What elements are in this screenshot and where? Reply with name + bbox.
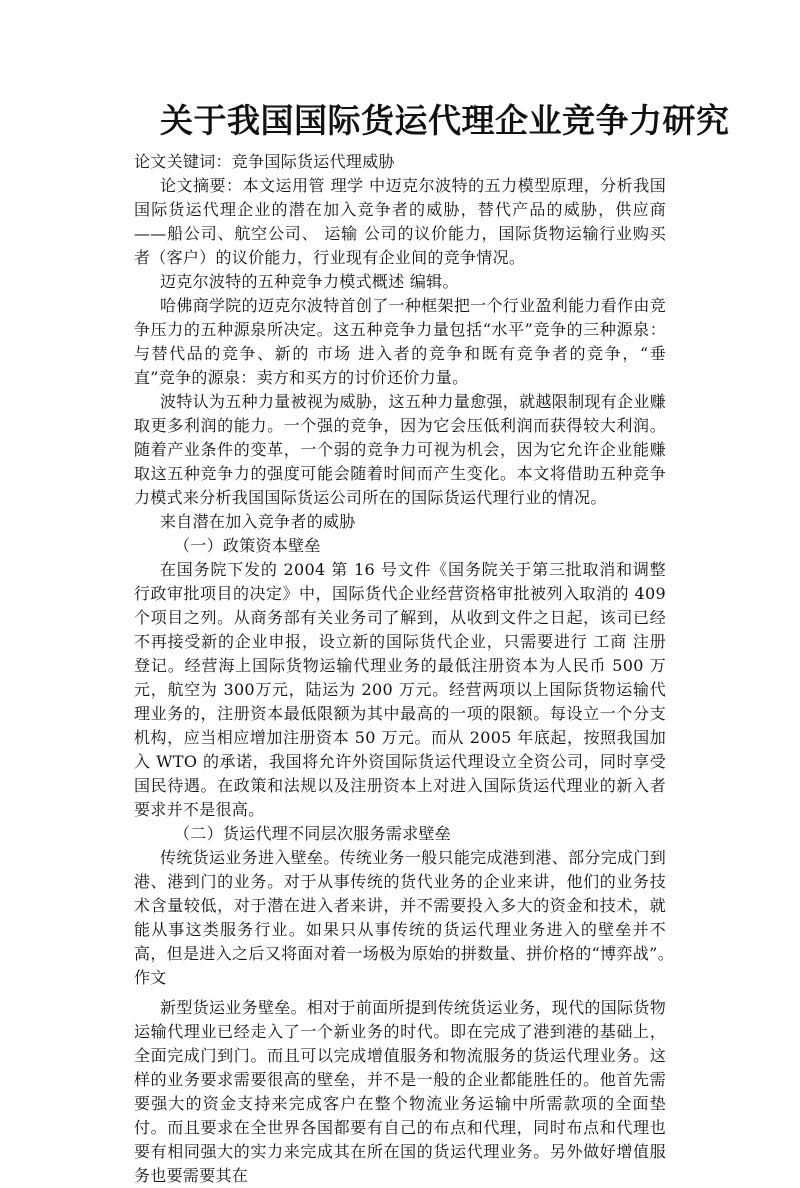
- paragraph: 新型货运业务壁垒。相对于前面所提到传统货运业务，现代的国际货物运输代理业已经走入了一个新业务的时代。即在完成了港到港的基础上，全面完成门到门。而且可以完成增值服务和物流服务的货运代理业务。这样的业务要求需要很高的壁垒，并不是一般的企业都能胜任的。他首先需要强大的资金支持来完成客户在整个物流业务运输中所需款项的全面垫付。而且要求在全世界各国都要有自己的布点和代理，同时布点和代理也要有相同强大的实力来完成其在所在国的货运代理业务。另外做好增值服务也要需要其在: [134, 998, 666, 1185]
- paragraph: （一）政策资本壁垒: [174, 536, 321, 555]
- paragraph: 论文摘要：本文运用管 理学 中迈克尔波特的五力模型原理，分析我国国际货运代理企业的潜在加入竞争者的威胁，替代产品的威胁，供应商——船公司、航空公司、 运输 公司的议价能力，国际货物运输行业购买者（客户）的议价能力，行业现有企业间的竞争情况。: [134, 176, 666, 267]
- paragraph: 迈克尔波特的五种竞争力模式概述 编辑。: [160, 272, 459, 291]
- paragraph: 传统货运业务进入壁垒。传统业务一般只能完成港到港、部分完成门到港、港到门的业务。对于从事传统的货代业务的企业来讲，他们的业务技术含量较低，对于潜在进入者来讲，并不需要投入多大的资金和技术，就能从事这类服务行业。如果只从事传统的货运代理业务进入的壁垒并不高，但是进入之后又将面对着一场极为原始的拼数量、拼价格的“博弈战”。 作文: [134, 848, 688, 987]
- paragraph: （二）货运代理不同层次服务需求壁垒: [174, 824, 452, 843]
- paragraph: 来自潜在加入竞争者的威胁: [160, 512, 356, 531]
- document-title: 关于我国国际货运代理企业竞争力研究: [160, 101, 730, 140]
- document-body: [134, 150, 688, 1188]
- paragraph: 波特认为五种力量被视为威胁，这五种力量愈强，就越限制现有企业赚取更多利润的能力。一个强的竞争，因为它会压低利润而获得较大利润。随着产业条件的变革，一个弱的竞争力可视为机会，因为它允许企业能赚取这五种竞争力的强度可能会随着时间而产生变化。本文将借助五种竞争力模式来分析我国国际货运公司所在的国际货运代理行业的情况。: [134, 392, 666, 507]
- paragraph: 哈佛商学院的迈克尔波特首创了一种框架把一个行业盈利能力看作由竞争压力的五种源泉所决定。这五种竞争力量包括“水平”竞争的三种源泉：与替代品的竞争、新的 市场 进入者的竞争和既有竞争者的竞争，“垂直”竞争的源泉：卖方和买方的讨价还价力量。: [134, 296, 666, 387]
- paragraph: 在国务院下发的 2004 第 16 号文件《国务院关于第三批取消和调整 行政审批项目的决定》中，国际货代企业经营资格审批被列入取消的 409 个项目之列。从商务部有关业务司了解到，从收到文件之日起，该司已经不再接受新的企业申报，设立新的国际货代企业，只需要进行 工商 注册登记。经营海上国际货物运输代理业务的最低注册资本为人民币 500 万元，航空为 300万元，陆运为 200 万元。经营两项以上国际货物运输代理业务的，注册资本最低限额为其中最高的一项的限额。每设立一个分支机构，应当相应增加注册资本 50 万元。而从 2005 年底起，按照我国加入 WTO 的承诺，我国将允许外资国际货运代理设立全资公司，同时享受国民待遇。在政策和法规以及注册资本上对进入国际货运代理业的新入者要求并不是很高。: [134, 560, 666, 819]
- keywords-line: 论文关键词：竞争国际货运代理威胁: [134, 152, 395, 171]
